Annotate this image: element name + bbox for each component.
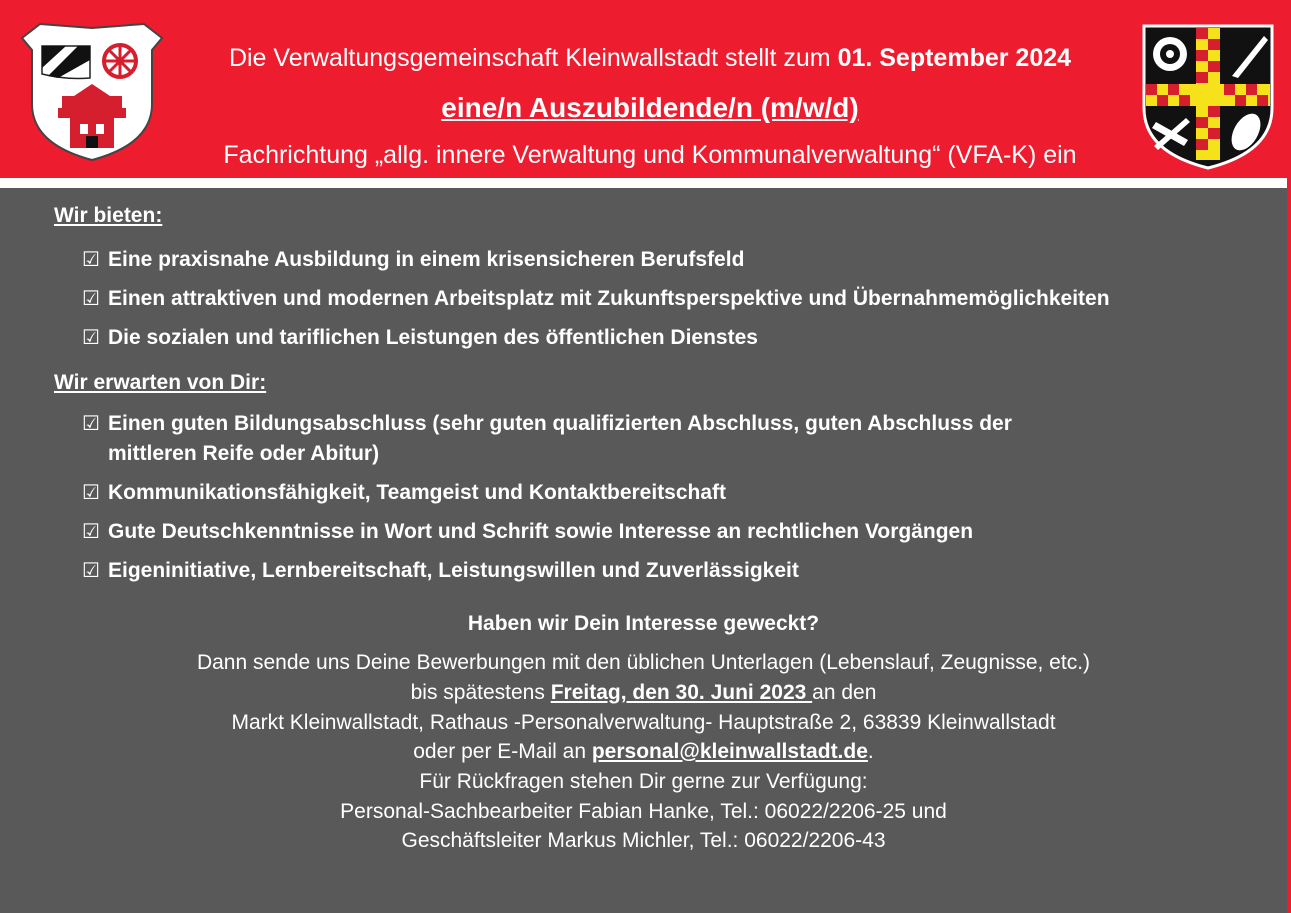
list-item-text: Eine praxisnahe Ausbildung in einem krisensicheren Berufsfeld — [108, 248, 745, 271]
contact-address: Markt Kleinwallstadt, Rathaus -Personalverwaltung- Hauptstraße 2, 63839 Kleinwallstadt — [231, 711, 1056, 734]
checkbox-icon: ☑ — [82, 482, 100, 504]
checkbox-icon: ☑ — [82, 288, 100, 310]
list-item — [82, 478, 1012, 508]
header-job-title: eine/n Auszubildende/n (m/w/d) — [441, 92, 859, 123]
contact-line-1: Dann sende uns Deine Bewerbungen mit den üblichen Unterlagen (Lebenslauf, Zeugnisse, etc.) — [196, 651, 1091, 674]
contact-title: Haben wir Dein Interesse geweckt? — [467, 612, 820, 635]
offer-section-title: Wir bieten: — [54, 204, 163, 227]
expect-list — [82, 409, 1012, 595]
list-item — [82, 556, 1012, 586]
header-start-date: 01. September 2024 — [837, 44, 1072, 72]
kleinwallstadt-coat-of-arms-icon — [18, 16, 166, 164]
header-line-intro — [160, 44, 1140, 73]
list-item — [82, 284, 1110, 314]
expect-section-title: Wir erwarten von Dir: — [54, 371, 267, 394]
list-item-text: Gute Deutschkenntnisse in Wort und Schrift sowie Interesse an rechtlichen Vorgängen — [108, 520, 974, 543]
contact-line-2 — [0, 681, 1287, 705]
email-link[interactable]: personal@kleinwallstadt.de — [591, 740, 868, 763]
contact-line-4 — [0, 740, 1287, 764]
checkbox-icon: ☑ — [82, 327, 100, 349]
verwaltungsgemeinschaft-coat-of-arms-icon — [1140, 22, 1276, 170]
contact-line-4-suffix: . — [867, 740, 874, 763]
checkbox-icon: ☑ — [82, 413, 100, 435]
contact-person-1: Personal-Sachbearbeiter Fabian Hanke, Tel.: 06022/2206-25 und — [340, 800, 947, 823]
checkbox-icon: ☑ — [82, 249, 100, 271]
checkbox-icon: ☑ — [82, 560, 100, 582]
contact-line-5: Für Rückfragen stehen Dir gerne zur Verfügung: — [419, 770, 868, 793]
list-item-text: Einen attraktiven und modernen Arbeitsplatz mit Zukunftsperspektive und Übernahmemöglichkeiten — [108, 287, 1110, 310]
list-item-text-continued: mittleren Reife oder Abitur) — [108, 442, 380, 465]
contact-person-2: Geschäftsleiter Markus Michler, Tel.: 06022/2206-43 — [401, 829, 886, 852]
list-item — [82, 517, 1012, 547]
contact-line-2-suffix: an den — [812, 681, 877, 704]
list-item-text: Einen guten Bildungsabschluss (sehr guten qualifizierten Abschluss, guten Abschluss der — [108, 412, 1012, 435]
deadline: Freitag, den 30. Juni 2023 — [550, 681, 813, 704]
list-item — [82, 245, 1110, 275]
contact-line-2-prefix: bis spätestens — [410, 681, 551, 704]
right-border — [1287, 0, 1291, 913]
list-item-text: Eigeninitiative, Lernbereitschaft, Leistungswillen und Zuverlässigkeit — [108, 559, 799, 582]
contact-line-4-prefix: oder per E-Mail an — [413, 740, 592, 763]
header-line-intro-text: Die Verwaltungsgemeinschaft Kleinwallstadt stellt zum — [228, 44, 838, 72]
checkbox-icon: ☑ — [82, 521, 100, 543]
list-item-text: Die sozialen und tariflichen Leistungen des öffentlichen Dienstes — [108, 326, 758, 349]
list-item — [82, 409, 1012, 469]
header-divider — [0, 178, 1287, 188]
list-item — [82, 323, 1110, 353]
offer-list — [82, 245, 1110, 362]
list-item-text: Kommunikationsfähigkeit, Teamgeist und Kontaktbereitschaft — [108, 481, 727, 504]
header-specialization: Fachrichtung „allg. innere Verwaltung und Kommunalverwaltung“ (VFA-K) ein — [223, 141, 1077, 169]
